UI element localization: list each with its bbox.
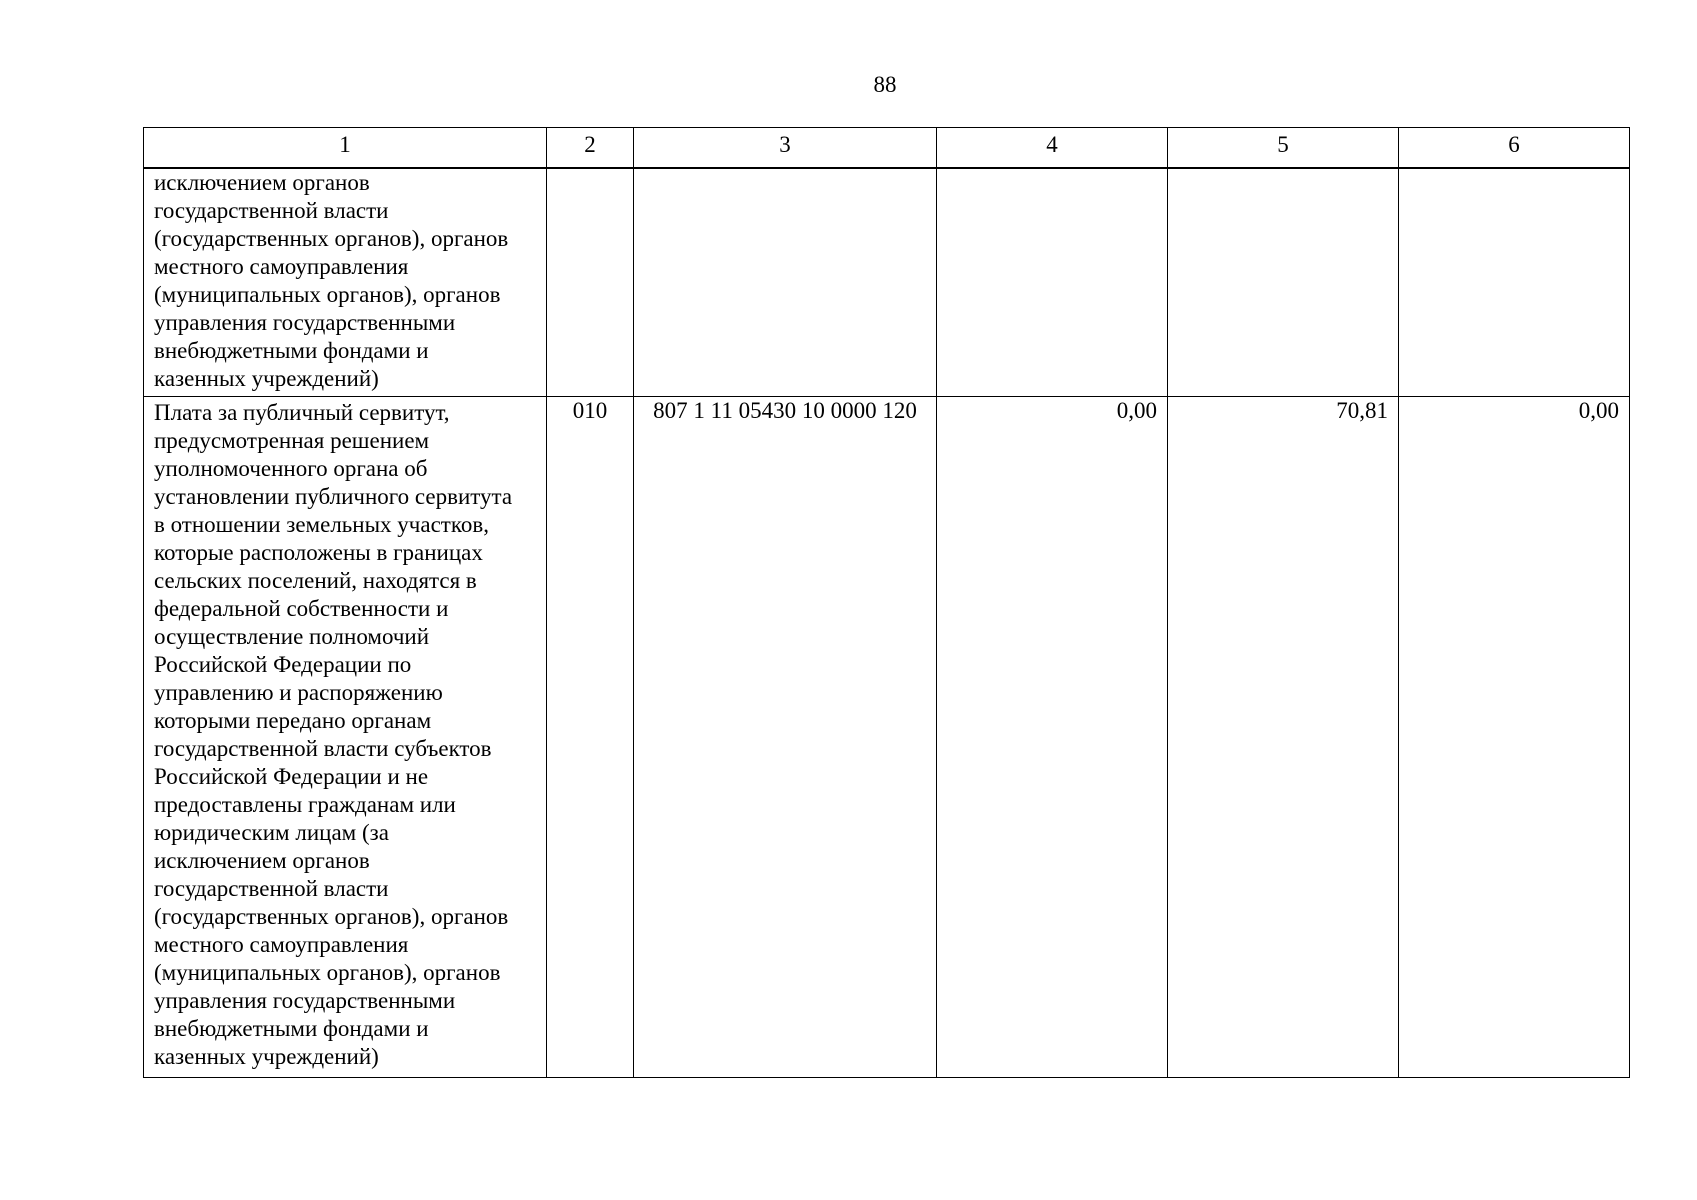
name-line: которые расположены в границах [154,540,483,565]
name-line: Плата за публичный сервитут, [154,400,450,425]
name-line: (муниципальных органов), органов [154,282,501,307]
header-col-5: 5 [1168,128,1399,169]
name-line: Российской Федерации по [154,652,412,677]
name-line: управлению и распоряжению [154,680,443,705]
name-line: в отношении земельных участков, [154,512,489,537]
row-code-cell [547,168,634,397]
row-kbk-cell [634,168,937,397]
name-line: установлении публичного сервитута [154,484,513,509]
name-line: государственной власти [154,876,389,901]
name-line: сельских поселений, находятся в [154,568,477,593]
name-line: управления государственными [154,310,456,335]
table-header-row [144,128,1630,169]
header-col-6: 6 [1399,128,1630,169]
name-line: управления государственными [154,988,456,1013]
table-row [144,397,1630,1078]
name-line: исключением органов [154,170,370,195]
row-col5-cell [1168,168,1399,397]
name-line: (государственных органов), органов [154,904,509,929]
header-col-1: 1 [144,128,547,169]
name-line: местного самоуправления [154,932,409,957]
row-col5-cell: 70,81 [1168,397,1399,1078]
name-line: которыми передано органам [154,708,432,733]
row-kbk-cell: 807 1 11 05430 10 0000 120 [634,397,937,1078]
name-line: исключением органов [154,848,370,873]
row-name-cell [144,397,547,1078]
name-line: казенных учреждений) [154,1044,379,1069]
header-col-4: 4 [937,128,1168,169]
page-number: 88 [873,72,897,97]
name-line: государственной власти [154,198,389,223]
row-col4-cell: 0,00 [937,397,1168,1078]
name-line: предоставлены гражданам или [154,792,456,817]
row-name-cell [144,168,547,397]
report-table [143,127,1630,1078]
name-line: (государственных органов), органов [154,226,509,251]
row-code-cell: 010 [547,397,634,1078]
name-line: внебюджетными фондами и [154,1016,429,1041]
row-col6-cell [1399,168,1630,397]
name-line: Российской Федерации и не [154,764,429,789]
row-col6-cell: 0,00 [1399,397,1630,1078]
name-line: казенных учреждений) [154,366,379,391]
name-line: внебюджетными фондами и [154,338,429,363]
name-line: предусмотренная решением [154,428,430,453]
header-col-3: 3 [634,128,937,169]
name-line: местного самоуправления [154,254,409,279]
table-row [144,168,1630,397]
header-col-2: 2 [547,128,634,169]
name-line: (муниципальных органов), органов [154,960,501,985]
name-line: осуществление полномочий [154,624,430,649]
row-col4-cell [937,168,1168,397]
name-line: государственной власти субъектов [154,736,492,761]
name-line: федеральной собственности и [154,596,449,621]
name-line: юридическим лицам (за [154,820,389,845]
name-line: уполномоченного органа об [154,456,428,481]
